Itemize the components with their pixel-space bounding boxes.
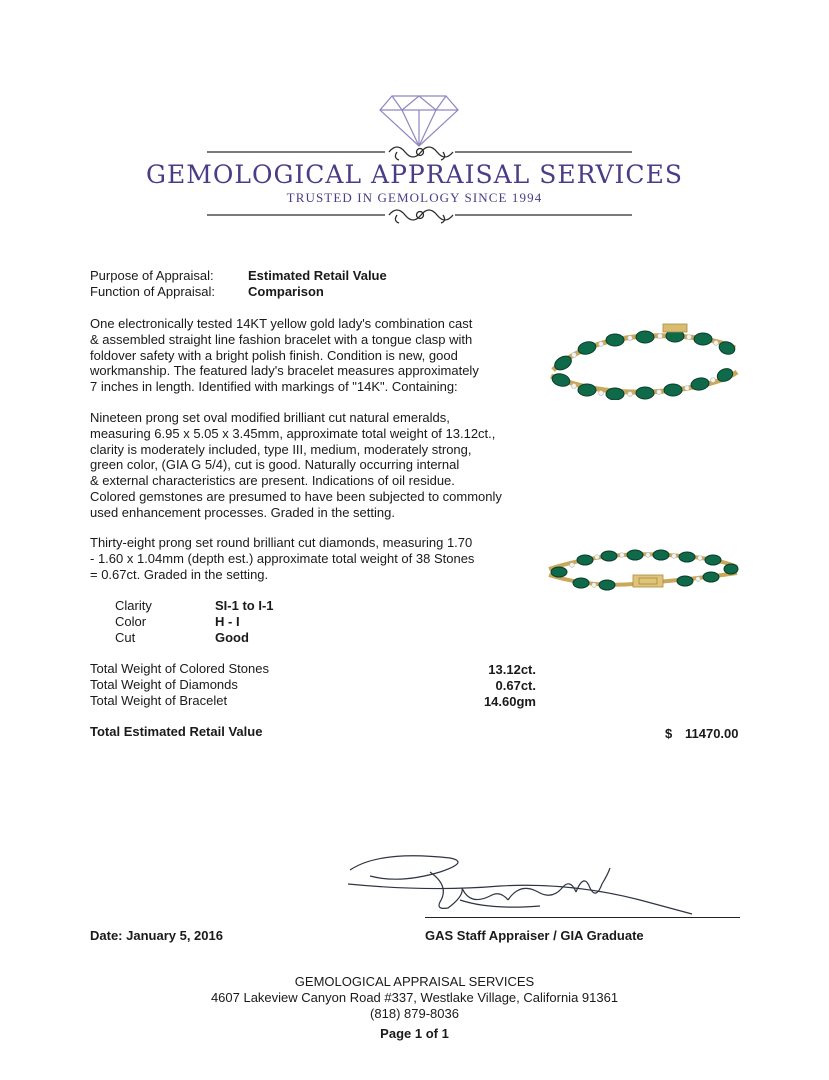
bracelet-photo-top bbox=[545, 318, 740, 400]
diamond-line: = 0.67ct. Graded in the setting. bbox=[90, 566, 269, 582]
description-line: & assembled straight line fashion bracelet with a tongue clasp with bbox=[90, 331, 473, 347]
grade-label-cut: Cut bbox=[115, 630, 136, 645]
appraiser-title: GAS Staff Appraiser / GIA Graduate bbox=[425, 928, 644, 943]
footer-company: GEMOLOGICAL APPRAISAL SERVICES bbox=[294, 974, 535, 989]
signature-line bbox=[425, 917, 740, 918]
diamond-line: - 1.60 x 1.04mm (depth est.) approximate total weight of 38 Stones bbox=[90, 550, 475, 566]
description-line: foldover safety with a bright polish finish. Condition is new, good bbox=[90, 347, 458, 363]
signature-image bbox=[340, 848, 700, 928]
weight-value-bracelet: 14.60gm bbox=[483, 694, 536, 709]
grade-value-color: H - I bbox=[215, 614, 240, 629]
purpose-label: Purpose of Appraisal: bbox=[90, 268, 214, 283]
signature-date: Date: January 5, 2016 bbox=[90, 928, 223, 943]
emerald-line: clarity is moderately included, type III, medium, moderately strong, bbox=[90, 441, 472, 457]
description-line: workmanship. The featured lady's bracelet measures approximately bbox=[90, 363, 479, 379]
grade-value-clarity: SI-1 to I-1 bbox=[215, 598, 274, 613]
grade-label-clarity: Clarity bbox=[115, 598, 152, 613]
page-number: Page 1 of 1 bbox=[380, 1026, 449, 1041]
diamond-line: Thirty-eight prong set round brilliant cut diamonds, measuring 1.70 bbox=[90, 535, 473, 550]
grade-label-color: Color bbox=[115, 614, 147, 629]
item-description bbox=[90, 316, 530, 395]
function-value: Comparison bbox=[248, 284, 324, 299]
weight-label-bracelet: Total Weight of Bracelet bbox=[90, 693, 228, 708]
ornament-rule-bottom bbox=[207, 203, 632, 229]
weight-value-diamonds: 0.67ct. bbox=[495, 678, 536, 693]
emerald-line: Nineteen prong set oval modified brilliant cut natural emeralds, bbox=[90, 410, 450, 425]
emerald-line: green color, (GIA G 5/4), cut is good. Naturally occurring internal bbox=[90, 457, 460, 473]
total-currency: $ bbox=[665, 726, 673, 741]
emerald-line: Colored gemstones are presumed to have been subjected to commonly bbox=[90, 488, 502, 504]
emerald-line: used enhancement processes. Graded in the setting. bbox=[90, 504, 395, 520]
weight-label-diamonds: Total Weight of Diamonds bbox=[90, 677, 238, 692]
company-tagline: TRUSTED IN GEMOLOGY SINCE 1994 bbox=[286, 190, 543, 205]
weight-label-colored-stones: Total Weight of Colored Stones bbox=[90, 661, 269, 676]
bracelet-photo-bottom bbox=[545, 545, 740, 603]
emerald-line: measuring 6.95 x 5.05 x 3.45mm, approximate total weight of 13.12ct., bbox=[90, 425, 496, 441]
grade-value-cut: Good bbox=[215, 630, 249, 645]
purpose-value: Estimated Retail Value bbox=[248, 268, 387, 283]
diamond-description bbox=[90, 535, 530, 582]
total-label: Total Estimated Retail Value bbox=[90, 724, 263, 739]
total-amount: 11470.00 bbox=[685, 726, 739, 741]
footer-phone: (818) 879-8036 bbox=[370, 1006, 459, 1021]
description-line: One electronically tested 14KT yellow gold lady's combination cast bbox=[90, 316, 473, 331]
footer-address: 4607 Lakeview Canyon Road #337, Westlake Village, California 91361 bbox=[210, 990, 619, 1005]
weight-value-colored-stones: 13.12ct. bbox=[488, 662, 536, 677]
description-line: 7 inches in length. Identified with markings of "14K". Containing: bbox=[90, 379, 458, 395]
emerald-line: & external characteristics are present. Indications of oil residue. bbox=[90, 473, 455, 489]
company-title: GEMOLOGICAL APPRAISAL SERVICES bbox=[146, 160, 683, 189]
function-label: Function of Appraisal: bbox=[90, 284, 216, 299]
emerald-description bbox=[90, 410, 530, 521]
